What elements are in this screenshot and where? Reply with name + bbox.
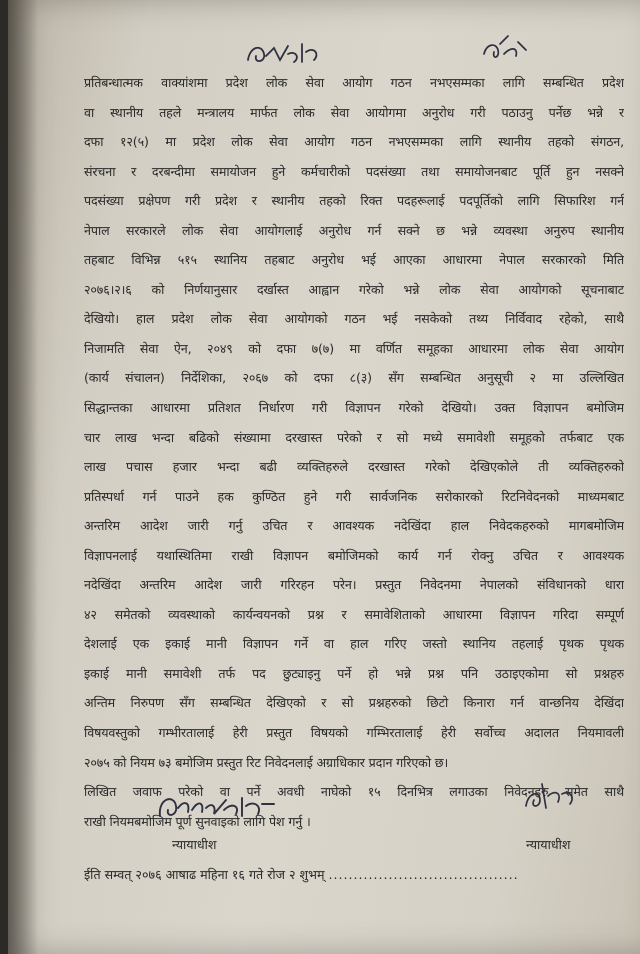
signature-left [154,790,284,826]
body-line: देखियो। हाल प्रदेश लोक सेवा आयोगको गठन भई नसकेको तथ्य निर्विवाद रहेको, साथै [84,311,624,327]
initials-top-left-handwriting [244,40,334,70]
body-line: संरचना र दरबन्दीमा समायोजन हुने कर्मचारीको पदसंख्या तथा समायोजनबाट पूर्ति हुन नसक्ने [84,163,624,179]
order-body-text [84,68,624,836]
body-line: ४२ समेतको व्यवस्थाको कार्यन्वयनको प्रश्न र समावेशिताको आधारमा विज्ञापन गरिदा सम्पूर्ण [84,606,624,622]
body-line: २०७५ को नियम ७३ बमोजिम प्रस्तुत रिट निवेदनलाई अग्राधिकार प्रदान गरिएको छ। [84,754,449,770]
body-line: लाख पचास हजार भन्दा बढी व्यक्तिहरुले दरखास्त गरेको देखिएकोले ती व्यक्तिहरुको [84,459,624,475]
body-line: वा स्थानीय तहले मन्त्रालय मार्फत लोक सेवा आयोगमा अनुरोध गरी पठाउनु पर्नेछ भन्ने र [84,104,624,120]
body-line: तहबाट विभिन्न ५१५ स्थानिय तहबाट अनुरोध भई आएका आधारमा नेपाल सरकारको मिति [84,252,624,268]
judge-right-label: न्यायाधीश [526,837,571,852]
body-line: नदेखिंदा अन्तरिम आदेश जारी गरिरहन परेन। प्रस्तुत निवेदनमा नेपालको संविधानको धारा [84,577,624,593]
body-line: चार लाख भन्दा बढिको संख्यामा दरखास्त परेको र सो मध्ये समावेशी समूहको तर्फबाट एक [84,429,624,445]
initials-top-left [244,40,334,70]
initials-top-right [478,32,538,66]
signature-right-handwriting [518,778,588,818]
body-line: दफा १२(५) मा प्रदेश लोक सेवा आयोग गठन नभएसम्मका लागि स्थानीय तहको संगठन, [84,134,624,150]
body-line: अन्तरिम आदेश जारी गर्नु उचित र आवश्यक नदेखिंदा हाल निवेदकहरुको मागबमोजिम [84,518,624,534]
body-line: प्रतिबन्धात्मक वाक्यांशमा प्रदेश लोक सेवा आयोग गठन नभएसम्मका लागि सम्बन्धित प्रदेश [84,75,624,90]
footer-dots: ...................................... [328,867,519,882]
body-line: लिखित जवाफ परेको वा पर्ने अवधी नाघेको १५ दिनभित्र लगाउका निवेदनहरु समेत साथै [84,784,624,800]
date-footer [84,866,519,883]
body-line: (कार्य संचालन) निर्देशिका, २०६७ को दफा ८(३) सँग सम्बन्धित अनुसूची २ मा उल्लिखित [84,370,624,386]
judge-left-label: न्यायाधीश [172,837,217,852]
page-fold-shadow [8,0,38,954]
body-line: विषयवस्तुको गम्भीरतालाई हेरी प्रस्तुत विषयको गम्भिरतालाई हेरी सर्वोच्च अदालत नियमावली [84,725,624,741]
body-line: देशलाई एक इकाई मानी विज्ञापन गर्ने वा हाल गरिए जस्तो स्थानिय तहलाई पृथक पृथक [84,636,624,652]
footer-text: ईति सम्वत् २०७६ आषाढ महिना १६ गते रोज २ शुभम् [84,867,325,882]
body-line: इकाई मानी समावेशी तर्फ पद छुट्याइनु पर्ने हो भन्ने प्रश्न पनि उठाइएकोमा सो प्रश्नहरु [84,665,624,681]
body-line: राखी नियमबमोजिम पूर्ण सुनवाइको लागि पेश गर्नु । [84,813,311,829]
body-line: प्रतिस्पर्धा गर्न पाउने हक कुण्ठित हुने गरी सार्वजनिक सरोकारको रिटनिवेदनको माध्यमबाट [84,488,624,504]
body-line: निजामति सेवा ऐन, २०४९ को दफा ७(७) मा वर्णित समूहका आधारमा लोक सेवा आयोग [84,340,624,356]
body-line: अन्तिम निरुपण सँग सम्बन्धित देखिएको र सो प्रश्नहरुको छिटो किनारा गर्न वान्छनिय देखिंदा [84,695,624,711]
body-line: नेपाल सरकारले लोक सेवा आयोगलाई अनुरोध गर्न सक्ने छ भन्ने व्यवस्था अनुरुप स्थानीय [84,222,624,238]
signature-left-handwriting [154,790,284,826]
signature-right [518,778,588,818]
body-line: पदसंख्या प्रक्षेपण गरी प्रदेश र स्थानीय तहको रिक्त पदहरूलाई पदपूर्तिको लागि सिफारिश गर्न [84,193,624,209]
initials-top-right-handwriting [478,32,538,66]
body-line: २०७६।२।६ को निर्णयानुसार दर्खास्त आह्वान गरेको भन्ने लोक सेवा आयोगको सूचनाबाट [84,281,624,297]
body-line: सिद्धान्तका आधारमा प्रतिशत निर्धारण गरी विज्ञापन गरेको देखियो। उक्त विज्ञापन बमोजिम [84,400,624,416]
body-line: विज्ञापनलाई यथास्थितिमा राखी विज्ञापन बमोजिमको कार्य गर्न रोक्नु उचित र आवश्यक [84,547,624,563]
